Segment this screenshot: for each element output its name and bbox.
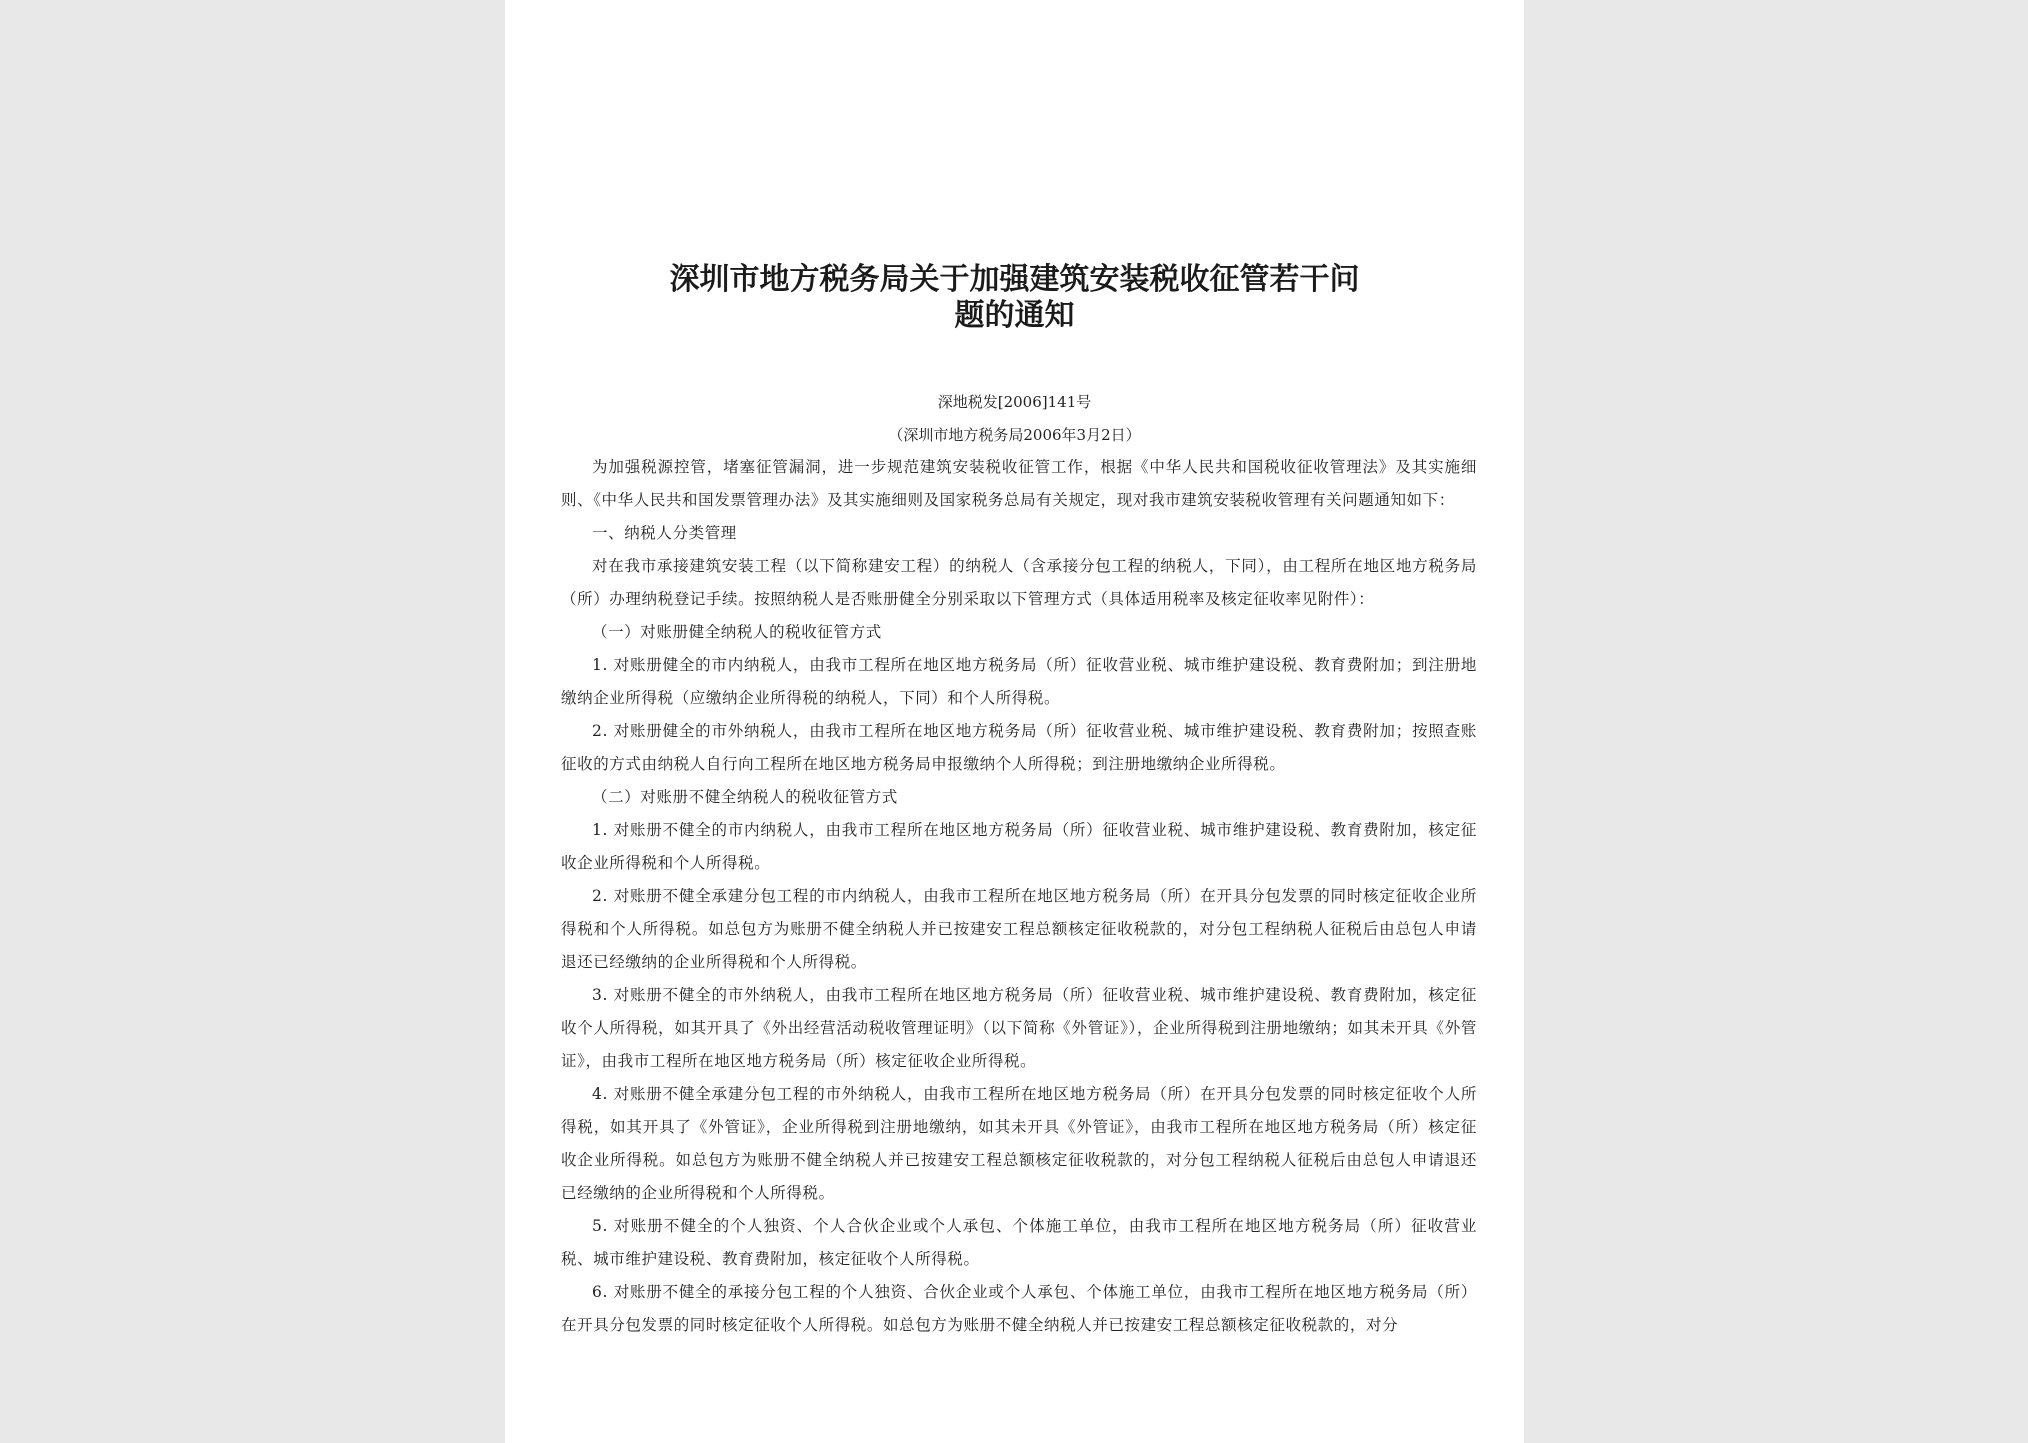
- document-issuer-date: （深圳市地方税务局2006年3月2日）: [888, 426, 1141, 444]
- paragraph-intro: 为加强税源控管，堵塞征管漏洞，进一步规范建筑安装税收征管工作，根据《中华人民共和国税收征收管理法》及其实施细则、《中华人民共和国发票管理办法》及其实施细则及国家税务总局有关规定，现对我市建筑安装税收管理有关问题通知如下：: [561, 458, 1477, 509]
- subsection-heading: （二）对账册不健全纳税人的税收征管方式: [592, 788, 898, 806]
- document-page: [505, 0, 1524, 1443]
- paragraph: 1. 对账册健全的市内纳税人，由我市工程所在地区地方税务局（所）征收营业税、城市维护建设税、教育费附加；到注册地缴纳企业所得税（应缴纳企业所得税的纳税人，下同）和个人所得税。: [561, 656, 1477, 707]
- paragraph: 5. 对账册不健全的个人独资、个人合伙企业或个人承包、个体施工单位，由我市工程所在地区地方税务局（所）征收营业税、城市维护建设税、教育费附加，核定征收个人所得税。: [561, 1217, 1477, 1268]
- paragraph: 4. 对账册不健全承建分包工程的市外纳税人，由我市工程所在地区地方税务局（所）在开具分包发票的同时核定征收个人所得税，如其开具了《外管证》，企业所得税到注册地缴纳，如其未开具《外管证》，由我市工程所在地区地方税务局（所）核定征收企业所得税。如总包方为账册不健全纳税人并已按建安工程总额核定征收税款的，对分包工程纳税人征税后由总包人申请退还已经缴纳的企业所得税和个人所得税。: [561, 1085, 1477, 1202]
- paragraph: 对在我市承接建筑安装工程（以下简称建安工程）的纳税人（含承接分包工程的纳税人，下同），由工程所在地区地方税务局（所）办理纳税登记手续。按照纳税人是否账册健全分别采取以下管理方式（具体适用税率及核定征收率见附件）：: [561, 557, 1477, 608]
- paragraph: 2. 对账册不健全承建分包工程的市内纳税人，由我市工程所在地区地方税务局（所）在开具分包发票的同时核定征收企业所得税和个人所得税。如总包方为账册不健全纳税人并已按建安工程总额核定征收税款的，对分包工程纳税人征税后由总包人申请退还已经缴纳的企业所得税和个人所得税。: [561, 887, 1477, 971]
- section-heading: 一、纳税人分类管理: [592, 524, 737, 542]
- title-line-1: 深圳市地方税务局关于加强建筑安装税收征管若干问: [669, 262, 1360, 297]
- title-line-2: 题的通知: [954, 298, 1075, 333]
- document-title: [505, 262, 1524, 334]
- paragraph: 6. 对账册不健全的承接分包工程的个人独资、合伙企业或个人承包、个体施工单位，由我市工程所在地区地方税务局（所）在开具分包发票的同时核定征收个人所得税。如总包方为账册不健全纳税人并已按建安工程总额核定征收税款的，对分: [561, 1283, 1477, 1334]
- subsection-heading: （一）对账册健全纳税人的税收征管方式: [592, 623, 882, 641]
- paragraph: 2. 对账册健全的市外纳税人，由我市工程所在地区地方税务局（所）征收营业税、城市维护建设税、教育费附加；按照查账征收的方式由纳税人自行向工程所在地区地方税务局申报缴纳个人所得税；到注册地缴纳企业所得税。: [561, 722, 1477, 773]
- document-body: [561, 451, 1477, 1342]
- paragraph: 3. 对账册不健全的市外纳税人，由我市工程所在地区地方税务局（所）征收营业税、城市维护建设税、教育费附加，核定征收个人所得税，如其开具了《外出经营活动税收管理证明》（以下简称《外管证》），企业所得税到注册地缴纳；如其未开具《外管证》，由我市工程所在地区地方税务局（所）核定征收企业所得税。: [561, 986, 1477, 1070]
- paragraph: 1. 对账册不健全的市内纳税人，由我市工程所在地区地方税务局（所）征收营业税、城市维护建设税、教育费附加，核定征收企业所得税和个人所得税。: [561, 821, 1477, 872]
- document-number: 深地税发[2006]141号: [937, 393, 1092, 411]
